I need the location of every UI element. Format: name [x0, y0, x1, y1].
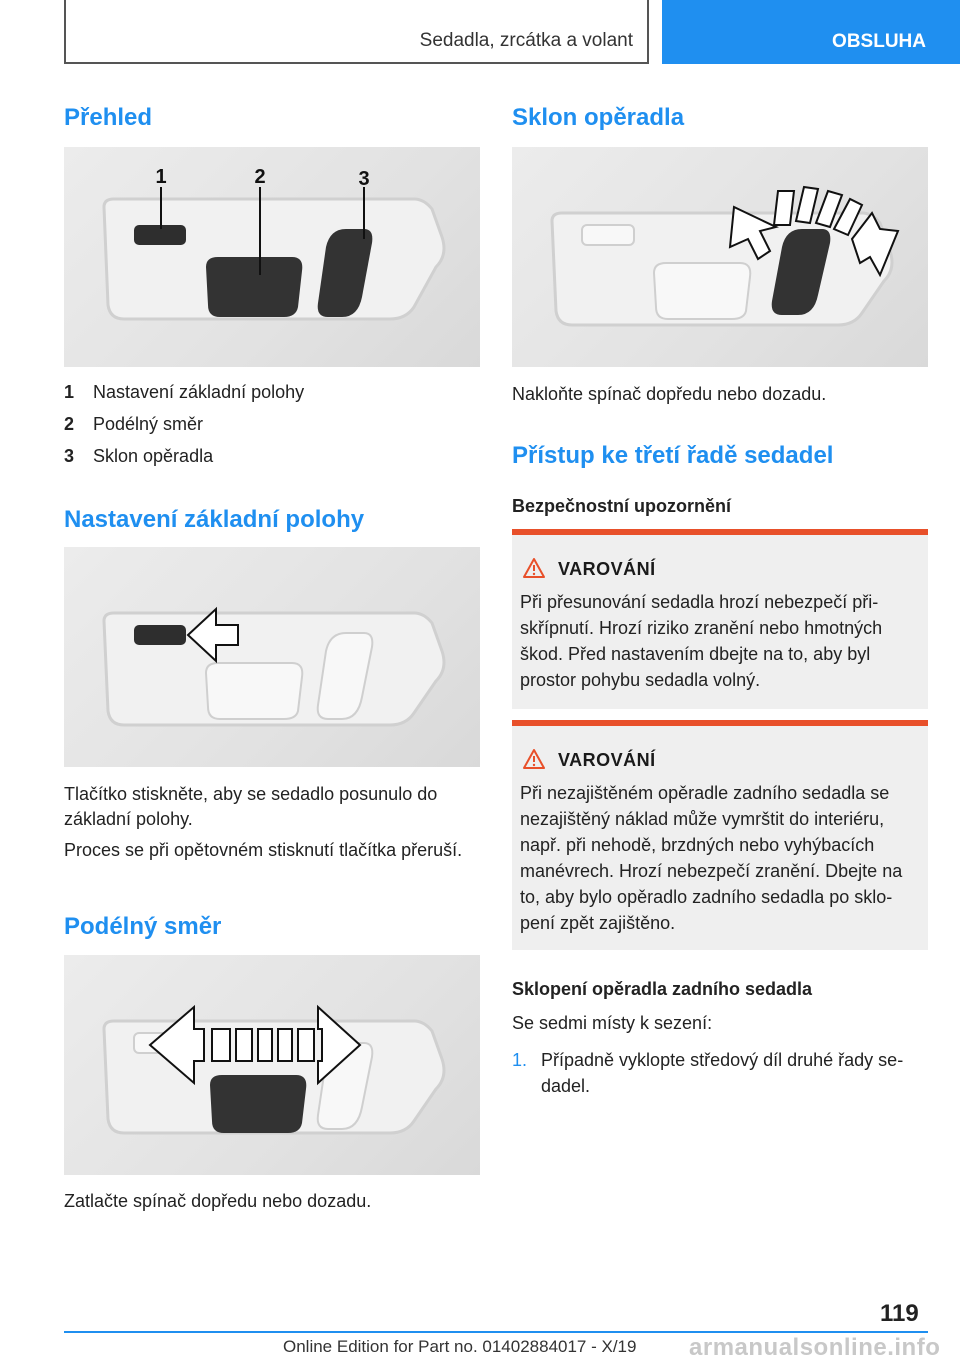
page-number: 119: [880, 1300, 919, 1327]
warning-box: [512, 529, 928, 709]
warning-triangle-icon: [522, 557, 546, 579]
third-row-heading: Přístup ke třetí řadě sedadel: [512, 442, 834, 469]
warning-triangle-icon: [522, 748, 546, 770]
basic-position-text: Tlačítko stiskněte, aby se sedadlo posunulo do základní polohy.: [64, 784, 438, 829]
warning-title: VAROVÁNÍ: [558, 750, 656, 770]
fig-label-1: 1: [155, 166, 167, 188]
edition-text: Online Edition for Part no. 01402884017 - X/19: [283, 1337, 637, 1356]
legend-number: 1: [64, 382, 75, 402]
longitudinal-text: Zatlačte spínač dopředu nebo dozadu.: [64, 1191, 372, 1211]
fig-label-2: 2: [254, 166, 266, 188]
step-number: 1.: [512, 1050, 528, 1070]
warning-box: [512, 720, 928, 950]
backrest-image: [512, 147, 928, 367]
legend-number: 3: [64, 446, 75, 466]
legend-number: 2: [64, 414, 75, 434]
warning-body: Při přesunování sedadla hrozí nebezpečí přiskřípnutí. Hrozí riziko zranění nebo hmotných škod. Před nastavením dbejte na to, aby byl prostor pohybu sedadla volný.: [520, 592, 883, 690]
backrest-text: Nakloňte spínač dopředu nebo dozadu.: [512, 384, 827, 404]
warning-title: VAROVÁNÍ: [558, 559, 656, 579]
basic-position-image: [64, 547, 480, 767]
backrest-heading: Sklon opěradla: [512, 104, 685, 131]
safety-heading: Bezpečnostní upozornění: [512, 496, 732, 516]
longitudinal-heading: Podélný směr: [64, 913, 222, 940]
chapter-title: Sedadla, zrcátka a volant: [419, 30, 633, 51]
fold-backrest-heading: Sklopení opěradla zadního sedadla: [512, 979, 813, 999]
warning-body: Při nezajištěném opěradle zadního sedadla se nezajištěný náklad může vymrštit do interiéru, např. při nehodě, brzdných nebo vyhýbacích manévrech. Hrozí nebezpečí zranění. Dbejte na to, aby bylo opěradlo zadního sedadla po sklopení zpět zajištěno.: [520, 783, 903, 933]
section-tab[interactable]: [662, 0, 960, 64]
section-tab-label: OBSLUHA: [832, 31, 926, 52]
fig-label-3: 3: [358, 168, 370, 190]
longitudinal-image: [64, 955, 480, 1175]
watermark: armanualsonline.info: [689, 1334, 941, 1361]
overview-heading: Přehled: [64, 104, 153, 131]
step-text: Případně vyklopte středový díl druhé řady sedadel.: [541, 1050, 904, 1096]
seat-controls-overview-image: [64, 147, 480, 367]
basic-position-cancel-text: Proces se při opětovném stisknutí tlačítka přeruší.: [64, 840, 463, 860]
header-frame: [64, 0, 649, 64]
basic-position-heading: Nastavení základní polohy: [64, 506, 365, 533]
seven-seats-text: Se sedmi místy k sezení:: [512, 1013, 713, 1033]
legend-label: Nastavení základní polohy: [93, 382, 305, 402]
legend-label: Podélný směr: [93, 414, 204, 434]
legend-label: Sklon opěradla: [93, 446, 214, 466]
footer-divider: [64, 1331, 928, 1333]
